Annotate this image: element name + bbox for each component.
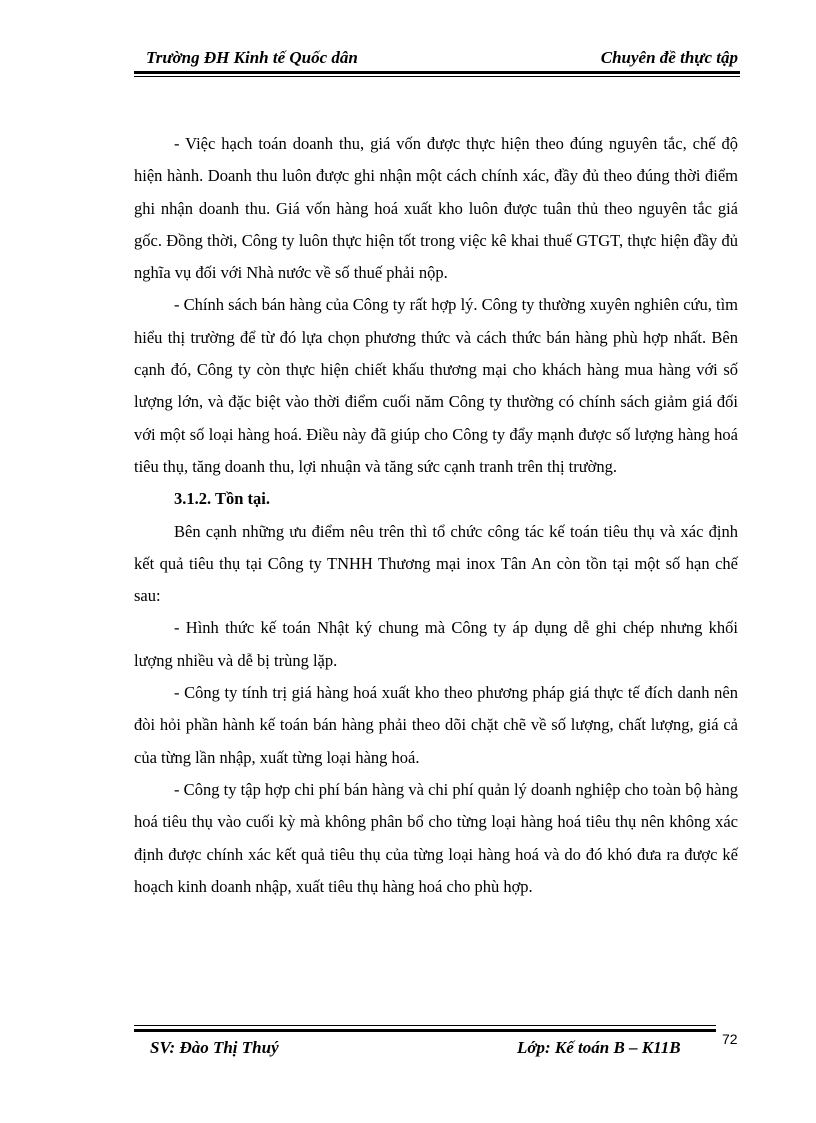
paragraph-revenue-accounting: - Việc hạch toán doanh thu, giá vốn được thực hiện theo đúng nguyên tắc, chế độ hiện hành. Doanh thu luôn được ghi nhận một cách chính xác, đầy đủ theo đúng thời điểm ghi nhận doanh thu. Giá vốn hàng hoá xuất kho luôn được tuân thủ theo nguyên tắc giá gốc. Đồng thời, Công ty luôn thực hiện tốt trong việc kê khai thuế GTGT, thực hiện đầy đủ nghĩa vụ đối với Nhà nước về số thuế phải nộp.: [134, 134, 738, 283]
footer-rule-thin: [134, 1025, 716, 1026]
page-body: [134, 128, 738, 903]
paragraph-cost-allocation: - Công ty tập hợp chi phí bán hàng và chi phí quản lý doanh nghiệp cho toàn bộ hàng hoá tiêu thụ vào cuối kỳ mà không phân bổ cho từng loại hàng hoá tiêu thụ nên không xác định được chính xác kết quả tiêu thụ của từng loại hàng hoá và do đó khó đưa ra được kế hoạch kinh doanh nhập, xuất tiêu thụ hàng hoá cho phù hợp.: [134, 779, 738, 896]
header-rule-thin: [134, 76, 740, 77]
header-rule-thick: [134, 71, 740, 74]
page-number: 72: [722, 1031, 738, 1047]
footer-class-name: Lớp: Kế toán B – K11B: [517, 1038, 681, 1057]
section-heading-limitations: 3.1.2. Tồn tại.: [174, 489, 270, 509]
paragraph-inventory-valuation: - Công ty tính trị giá hàng hoá xuất kho theo phương pháp giá thực tế đích danh nên đòi hỏi phần hành kế toán bán hàng phải theo dõi chặt chẽ về số lượng, chất lượng, giá cả của từng lần nhập, xuất từng loại hàng hoá.: [134, 683, 738, 767]
paragraph-sales-policy: - Chính sách bán hàng của Công ty rất hợp lý. Công ty thường xuyên nghiên cứu, tìm hiểu thị trường để từ đó lựa chọn phương thức và cách thức bán hàng phù hợp nhất. Bên cạnh đó, Công ty còn thực hiện chiết khấu thương mại cho khách hàng mua hàng với số lượng lớn, và đặc biệt vào thời điểm cuối năm Công ty thường có chính sách giảm giá đối với một số loại hàng hoá. Điều này đã giúp cho Công ty đẩy mạnh được số lượng hàng hoá tiêu thụ, tăng doanh thu, lợi nhuận và tăng sức cạnh tranh trên thị trường.: [134, 295, 738, 476]
footer-student-name: SV: Đào Thị Thuý: [150, 1038, 279, 1057]
header-report-title: Chuyên đề thực tập: [600, 48, 738, 67]
page-header: [134, 48, 740, 70]
paragraph-limitations-intro: Bên cạnh những ưu điểm nêu trên thì tổ chức công tác kế toán tiêu thụ và xác định kết quả tiêu thụ tại Công ty TNHH Thương mại inox Tân An còn tồn tại một số hạn chế sau:: [134, 521, 738, 606]
header-university: Trường ĐH Kinh tế Quốc dân: [146, 48, 358, 67]
footer-rule-thick: [134, 1029, 716, 1032]
paragraph-journal-form: - Hình thức kế toán Nhật ký chung mà Công ty áp dụng dễ ghi chép nhưng khối lượng nhiều và dễ bị trùng lặp.: [134, 618, 738, 670]
